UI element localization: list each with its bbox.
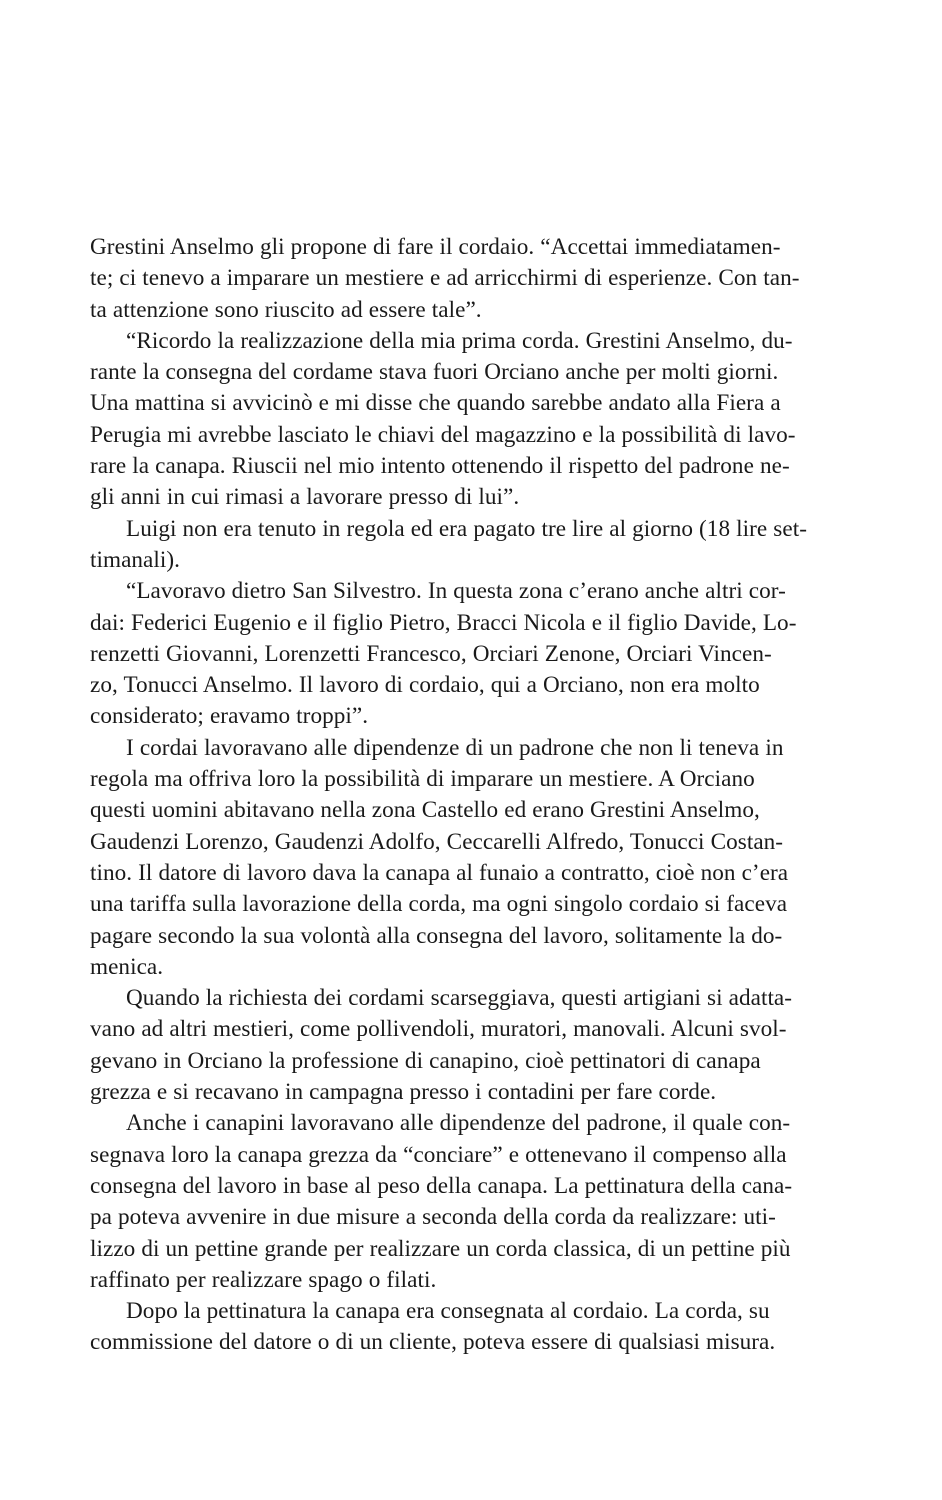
text-line: Grestini Anselmo gli propone di fare il cordaio. “Accettai immediatamen- [90, 234, 781, 260]
text-line: Dopo la pettinatura la canapa era consegnata al cordaio. La corda, su [126, 1298, 770, 1325]
text-line: dai: Federici Eugenio e il figlio Pietro, Bracci Nicola e il figlio Davide, Lo- [90, 609, 797, 636]
paragraph [90, 733, 881, 983]
text-line: rare la canapa. Riuscii nel mio intento ottenendo il rispetto del padrone ne- [90, 453, 790, 480]
paragraph [90, 232, 881, 326]
text-line: zo, Tonucci Anselmo. Il lavoro di cordaio, qui a Orciano, non era molto [90, 672, 760, 699]
text-line: Anche i canapini lavoravano alle dipendenze del padrone, il quale con- [126, 1110, 791, 1137]
text-line: considerato; eravamo troppi”. [90, 703, 369, 730]
text-line: rante la consegna del cordame stava fuori Orciano anche per molti giorni. [90, 359, 779, 386]
text-line: pagare secondo la sua volontà alla consegna del lavoro, solitamente la do- [90, 922, 783, 949]
text-line: regola ma offriva loro la possibilità di imparare un mestiere. A Orciano [90, 766, 755, 793]
paragraph [90, 983, 881, 1108]
text-line: consegna del lavoro in base al peso della canapa. La pettinatura della cana- [90, 1172, 793, 1199]
text-line: renzetti Giovanni, Lorenzetti Francesco, Orciari Zenone, Orciari Vincen- [90, 640, 772, 667]
paragraph [90, 1108, 881, 1296]
text-line: vano ad altri mestieri, come pollivendoli, muratori, manovali. Alcuni svol- [90, 1016, 787, 1043]
text-line: tino. Il datore di lavoro dava la canapa al funaio a contratto, cioè non c’era [90, 859, 789, 886]
text-line: ta attenzione sono riuscito ad essere tale”. [90, 296, 482, 323]
page-text-body [90, 232, 881, 1359]
paragraph [90, 1296, 881, 1359]
text-line: raffinato per realizzare spago o filati. [90, 1266, 437, 1293]
text-line: “Lavoravo dietro San Silvestro. In questa zona c’erano anche altri cor- [126, 578, 786, 605]
text-line: pa poteva avvenire in due misure a seconda della corda da realizzare: uti- [90, 1204, 776, 1231]
text-line: I cordai lavoravano alle dipendenze di un padrone che non li teneva in [126, 734, 784, 761]
paragraph [90, 326, 881, 514]
text-line: timanali). [90, 546, 181, 573]
text-line: Gaudenzi Lorenzo, Gaudenzi Adolfo, Ceccarelli Alfredo, Tonucci Costan- [90, 828, 784, 855]
text-line: segnava loro la canapa grezza da “conciare” e ottenevano il compenso alla [90, 1141, 787, 1168]
paragraph [90, 514, 881, 577]
text-line: te; ci tenevo a imparare un mestiere e ad arricchirmi di esperienze. Con tan- [90, 265, 800, 292]
text-line: “Ricordo la realizzazione della mia prima corda. Grestini Anselmo, du- [126, 327, 793, 354]
text-line: Luigi non era tenuto in regola ed era pagato tre lire al giorno (18 lire set- [126, 515, 807, 542]
text-line: Perugia mi avrebbe lasciato le chiavi del magazzino e la possibilità di lavo- [90, 421, 796, 448]
text-line: grezza e si recavano in campagna presso i contadini per fare corde. [90, 1079, 717, 1106]
text-line: gevano in Orciano la professione di canapino, cioè pettinatori di canapa [90, 1047, 761, 1074]
text-line: Quando la richiesta dei cordami scarseggiava, questi artigiani si adatta- [126, 985, 793, 1012]
text-line: menica. [90, 953, 164, 980]
text-line: commissione del datore o di un cliente, poteva essere di qualsiasi misura. [90, 1329, 776, 1356]
text-line: lizzo di un pettine grande per realizzare un corda classica, di un pettine più [90, 1235, 791, 1262]
text-line: Una mattina si avvicinò e mi disse che quando sarebbe andato alla Fiera a [90, 390, 781, 417]
text-line: gli anni in cui rimasi a lavorare presso di lui”. [90, 484, 520, 511]
text-line: questi uomini abitavano nella zona Castello ed erano Grestini Anselmo, [90, 797, 760, 824]
text-line: una tariffa sulla lavorazione della corda, ma ogni singolo cordaio si faceva [90, 891, 788, 918]
paragraph [90, 576, 881, 732]
